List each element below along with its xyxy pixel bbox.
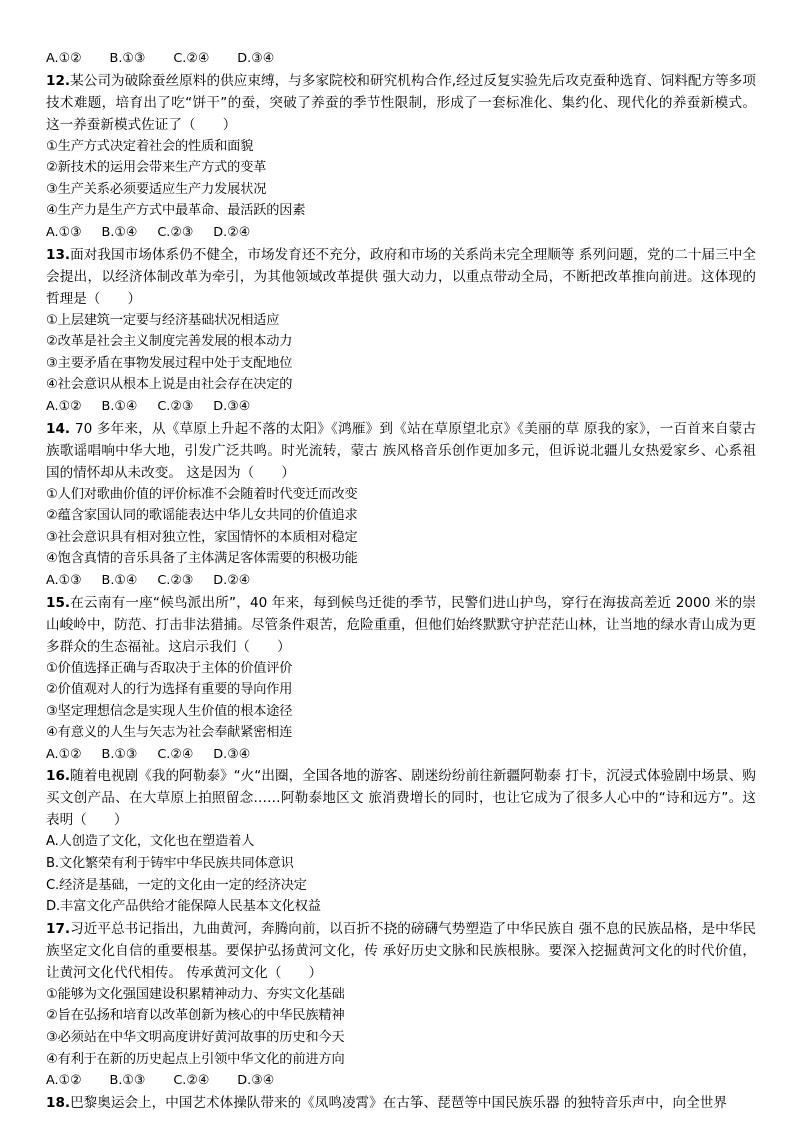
- choice-d[interactable]: D.②④: [213, 224, 251, 240]
- choice-a[interactable]: A.①②: [46, 1073, 82, 1089]
- option-2: ②新技术的运用会带来生产方式的变革: [46, 160, 267, 176]
- choice-a[interactable]: A.①②: [46, 51, 82, 66]
- question-12: [46, 70, 756, 244]
- choice-b[interactable]: B.①④: [101, 398, 138, 414]
- option-4: ④生产力是生产方式中最革命、最活跃的因素: [46, 203, 306, 219]
- choice-c[interactable]: C.②③: [157, 572, 194, 588]
- q11-choices: [46, 48, 756, 70]
- question-stem: 14. 70 多年来，从《草原上升起不落的太阳》《鸿雁》到《站在草原望北京》《美丽的草 原我的家》，一百首来自蒙古族歌谣唱响中华大地，引发广泛共鸣。时光流转，蒙古 族风格音乐创作更加多元，但诉说北疆儿女热爱家乡、心系祖国的情怀却从未改变。 这是因为（ ）: [46, 420, 756, 481]
- answer-choices: [46, 1070, 756, 1092]
- option-3: ③必须站在中华文明高度讲好黄河故事的历史和今天: [46, 1030, 345, 1046]
- option-2: ②蕴含家国认同的歌谣能表达中华儿女共同的价值追求: [46, 508, 358, 524]
- option-d[interactable]: D.丰富文化产品供给才能保障人民基本文化权益: [46, 899, 321, 915]
- choice-b[interactable]: B.①③: [109, 1073, 146, 1089]
- question-15: [46, 592, 756, 766]
- choice-a[interactable]: A.①②: [46, 398, 82, 414]
- choice-a[interactable]: A.①③: [46, 224, 82, 240]
- question-14: [46, 418, 756, 592]
- option-4: ④有意义的人生与矢志为社会奉献紧密相连: [46, 725, 293, 741]
- choice-a[interactable]: A.①②: [46, 746, 82, 762]
- option-4: ④有利于在新的历史起点上引领中华文化的前进方向: [46, 1051, 345, 1067]
- option-3: ③生产关系必须要适应生产力发展状况: [46, 181, 267, 197]
- option-1: ①上层建筑一定要与经济基础状况相适应: [46, 312, 280, 328]
- choice-d[interactable]: D.②④: [213, 572, 251, 588]
- choice-c[interactable]: C.②④: [173, 1073, 210, 1089]
- question-stem: 12.某公司为破除蚕丝原料的供应束缚，与多家院校和研究机构合作,经过反复实验先后攻克蚕种选育、饲料配方等多项技术难题，培育出了吃“饼干”的蚕，突破了养蚕的季节性限制，形成了一套标准化、集约化、现代化的养蚕新模式。 这一养蚕新模式佐证了（ ）: [46, 72, 756, 133]
- choice-d[interactable]: D.③④: [237, 51, 275, 66]
- option-3: ③社会意识具有相对独立性，家国情怀的本质相对稳定: [46, 529, 358, 545]
- question-stem: 18.巴黎奥运会上，中国艺术体操队带来的《凤鸣凌霄》在古筝、琵琶等中国民族乐器 的独特音乐声中，向全世界: [46, 1094, 727, 1111]
- option-2: ②价值观对人的行为选择有重要的导向作用: [46, 682, 293, 698]
- option-a[interactable]: A.人创造了文化，文化也在塑造着人: [46, 834, 255, 850]
- question-stem: 17.习近平总书记指出，九曲黄河，奔腾向前，以百折不挠的磅礴气势塑造了中华民族自 强不息的民族品格，是中华民族坚定文化自信的重要根基。要保护弘扬黄河文化，传 承好历史文脉和民族根脉。要深入挖掘黄河文化的时代价值，让黄河文化代代相传。 传承黄河文化（ ）: [46, 920, 756, 981]
- option-4: ④饱含真情的音乐具备了主体满足客体需要的积极功能: [46, 551, 358, 567]
- choice-b[interactable]: B.①③: [109, 51, 146, 66]
- question-13: [46, 244, 756, 418]
- choice-b[interactable]: B.①④: [101, 224, 138, 240]
- question-stem: 13.面对我国市场体系仍不健全，市场发育还不充分，政府和市场的关系尚未完全理顺等 系列问题，党的二十届三中全会提出，以经济体制改革为牵引，为其他领域改革提供 强大动力，以重点带动全局，不断把改革推向前进。这体现的哲理是（ ）: [46, 246, 756, 307]
- option-1: ①能够为文化强国建设积累精神动力、夯实文化基础: [46, 986, 345, 1002]
- option-3: ③坚定理想信念是实现人生价值的根本途径: [46, 703, 293, 719]
- exam-page: [46, 48, 756, 1114]
- choice-d[interactable]: D.③④: [213, 398, 251, 414]
- choice-a[interactable]: A.①③: [46, 572, 82, 588]
- question-18: [46, 1092, 756, 1114]
- choice-b[interactable]: B.①③: [101, 746, 138, 762]
- option-1: ①生产方式决定着社会的性质和面貌: [46, 138, 254, 154]
- choice-d[interactable]: D.③④: [237, 1073, 275, 1089]
- choice-b[interactable]: B.①④: [101, 572, 138, 588]
- option-2: ②改革是社会主义制度完善发展的根本动力: [46, 334, 293, 350]
- choice-c[interactable]: C.②③: [157, 224, 194, 240]
- option-b[interactable]: B.文化繁荣有利于铸牢中华民族共同体意识: [46, 856, 294, 872]
- question-stem: 16.随着电视剧《我的阿勒泰》“火“出圈，全国各地的游客、剧迷纷纷前往新疆阿勒泰 打卡，沉浸式体验剧中场景、购买文创产品、在大草原上拍照留念……阿勒泰地区文 旅消费增长的同时，也让它成为了很多人心中的“诗和远方”。这表明（ ）: [46, 768, 756, 829]
- option-2: ②旨在弘扬和培育以改革创新为核心的中华民族精神: [46, 1008, 345, 1024]
- option-1: ①人们对歌曲价值的评价标准不会随着时代变迁而改变: [46, 486, 358, 502]
- option-3: ③主要矛盾在事物发展过程中处于支配地位: [46, 355, 293, 371]
- answer-choices: [46, 396, 756, 418]
- question-16: [46, 765, 756, 917]
- choice-c[interactable]: C.②③: [157, 398, 194, 414]
- option-1: ①价值选择正确与否取决于主体的价值评价: [46, 660, 293, 676]
- answer-choices: [46, 222, 756, 244]
- question-stem: 15.在云南有一座“候鸟派出所”，40 年来，每到候鸟迁徙的季节，民警们进山护鸟，穿行在海拔高差近 2000 米的崇山峻岭中，防范、打击非法猎捕。尽管条件艰苦，危险重重，但他们始终默默守护茫茫山林，让当地的绿水青山成为更多群众的生态福祉。这启示我们（ ）: [46, 594, 756, 655]
- option-c[interactable]: C.经济是基础，一定的文化由一定的经济决定: [46, 877, 307, 893]
- choice-c[interactable]: C.②④: [173, 51, 210, 66]
- option-4: ④社会意识从根本上说是由社会存在决定的: [46, 377, 293, 393]
- choice-c[interactable]: C.②④: [157, 746, 194, 762]
- answer-choices: [46, 744, 756, 766]
- choice-d[interactable]: D.③④: [213, 746, 251, 762]
- answer-choices: [46, 570, 756, 592]
- question-17: [46, 918, 756, 1092]
